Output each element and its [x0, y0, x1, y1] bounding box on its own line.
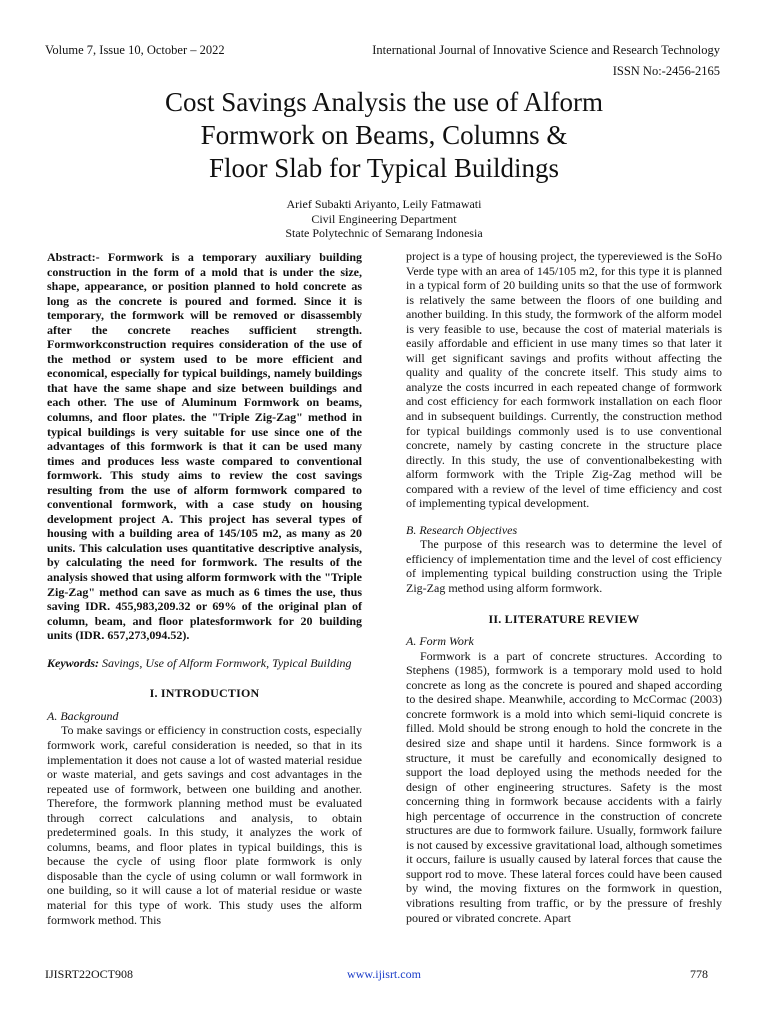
left-column [47, 250, 362, 927]
volume-info: Volume 7, Issue 10, October – 2022 [45, 43, 225, 57]
form-work-paragraph: Formwork is a part of concrete structures. According to Stephens (1985), formwork is a temporary mold used to hold concrete as long as the concrete is poured and shaped according to the desired shape. Meanwhile, according to McCormac (2003) concrete formwork is a mold into which semi-liquid concrete is filled. Mold should be strong enough to hold the concrete in the desired size and shape until it hardens. Since formwork is a structure, it must be carefully and economically designed to support the load deployed using the methods needed for the design of other engineering structures. Safety is the most concerning thing in formwork because accidents with a fairly high percentage of occurrence in the construction of concrete structures are due to formwork failure. Usually, formwork failure is not caused by excessive gravitational load, although sometimes it occurs, failure is usually caused by lateral forces that cause the support rod to move. These lateral forces could have been caused by wind, the moving fixtures on the formwork in question, vibrations resulting from traffic, or by the pressure of freshly poured or vibrated concrete. Apart [406, 648, 722, 925]
paper-title [60, 86, 708, 185]
title-line-3: Floor Slab for Typical Buildings [208, 153, 560, 183]
title-line-2: Formwork on Beams, Columns & [200, 120, 568, 150]
introduction-heading: I. INTRODUCTION [149, 686, 260, 701]
footer-link-wrap [0, 967, 768, 982]
author-names: Arief Subakti Ariyanto, Leily Fatmawati [286, 197, 482, 211]
author-block [160, 197, 608, 241]
journal-name: International Journal of Innovative Science and Research Technology [372, 43, 720, 57]
research-objectives-paragraph: The purpose of this research was to determine the level of efficiency of implementation time and the level of cost efficiency of implementing typical building construction using the Triple Zig-Zag method using alform formwork. [406, 537, 722, 596]
background-heading: A. Background [47, 708, 119, 723]
right-column [406, 249, 722, 925]
form-work-heading: A. Form Work [406, 634, 474, 649]
title-line-1: Cost Savings Analysis the use of Alform [165, 87, 603, 117]
issn: ISSN No:-2456-2165 [612, 64, 720, 78]
keywords-label: Keywords: [47, 655, 99, 670]
research-objectives-heading: B. Research Objectives [406, 522, 518, 537]
article-code: IJISRT22OCT908 [45, 967, 133, 981]
author-department: Civil Engineering Department [311, 211, 457, 226]
keywords-text: Savings, Use of Alform Formwork, Typical Building [99, 655, 352, 670]
background-paragraph-continued: project is a type of housing project, the typereviewed is the SoHo Verde type with an area of 145/105 m2, for this type it is planned in a typical form of 20 building units so that the use of formwork is relatively the same between the floors of one building and another building. In this study, the formwork of the alform model is very feasible to use, because the cost of material materials is easily affordable and efficient in use many times so that later it will get significant savings and profits without affecting the quality and quality of the concrete itself. This study aims to analyze the costs incurred in each repeated change of formwork and cost efficiency for each formwork installation on each floor and in subsequent buildings. Currently, the construction method for typical buildings commonly used is to use conventional concrete, namely by casting concrete in the structure place directly. In this study, the use of conventionalbekesting with alform formwork with the Triple Zig-Zag method will be compared with a review of the level of time efficiency and cost of implementing typical development. [406, 249, 722, 511]
background-paragraph: To make savings or efficiency in construction costs, especially formwork work, careful consideration is needed, so that in its implementation it does not cause a lot of wasted material residue or waste material, and gets savings and cost advantages in the repeated use of formwork, between one building and another. Therefore, the formwork planning method must be evaluated through correct calculations and analysis, to obtain predetermined goals. In this study, it analyzes the work of columns, beams, and floor plates in typical buildings, this is because the cycle of using floor plate formwork is only disposable than the cycle of using column or wall formwork in one building, so it will cause a lot of material residue or waste material for this type of work. This study uses the alform formwork method. This [47, 723, 362, 927]
author-institution: State Polytechnic of Semarang Indonesia [285, 226, 483, 240]
journal-url-link[interactable]: www.ijisrt.com [347, 967, 421, 981]
page-number: 778 [690, 967, 708, 981]
keywords [47, 656, 362, 671]
abstract-text: Abstract:- Formwork is a temporary auxiliary building construction in the form of a mold that is under the size, shape, appearance, or position planned to hold concrete as long as the concrete is poured and formed. Since it is temporary, the formwork will be removed or disassembly after the concrete reaches sufficient strength. Formworkconstruction requires consideration of the use of the method or system used to be more efficient and economical, especially for typical buildings, namely buildings that have the same shape and size between buildings and each other. The use of Aluminum Formwork on beams, columns, and floor plates. the "Triple Zig-Zag" method in typical buildings is very suitable for use since one of the advantages of this formwork is that it can be used many times and produces less waste compared to conventional formwork. This study aims to review the cost savings resulting from the use of alform formwork compared to conventional formwork, with a case study on housing development project A. This project has several types of housing with a building area of 145/105 m2, as many as 20 units. This calculation uses quantitative descriptive analysis, by calculating the need for formwork. The results of the analysis showed that using alform formwork with the "Triple Zig-Zag" method can save as much as 6 times the use, thus saving IDR. 455,983,209.32 or 69% of the original plan of column, beam, and floor platesformwork for 20 building units (IDR. 657,273,094.52). [47, 250, 362, 643]
literature-review-heading: II. LITERATURE REVIEW [488, 611, 640, 626]
